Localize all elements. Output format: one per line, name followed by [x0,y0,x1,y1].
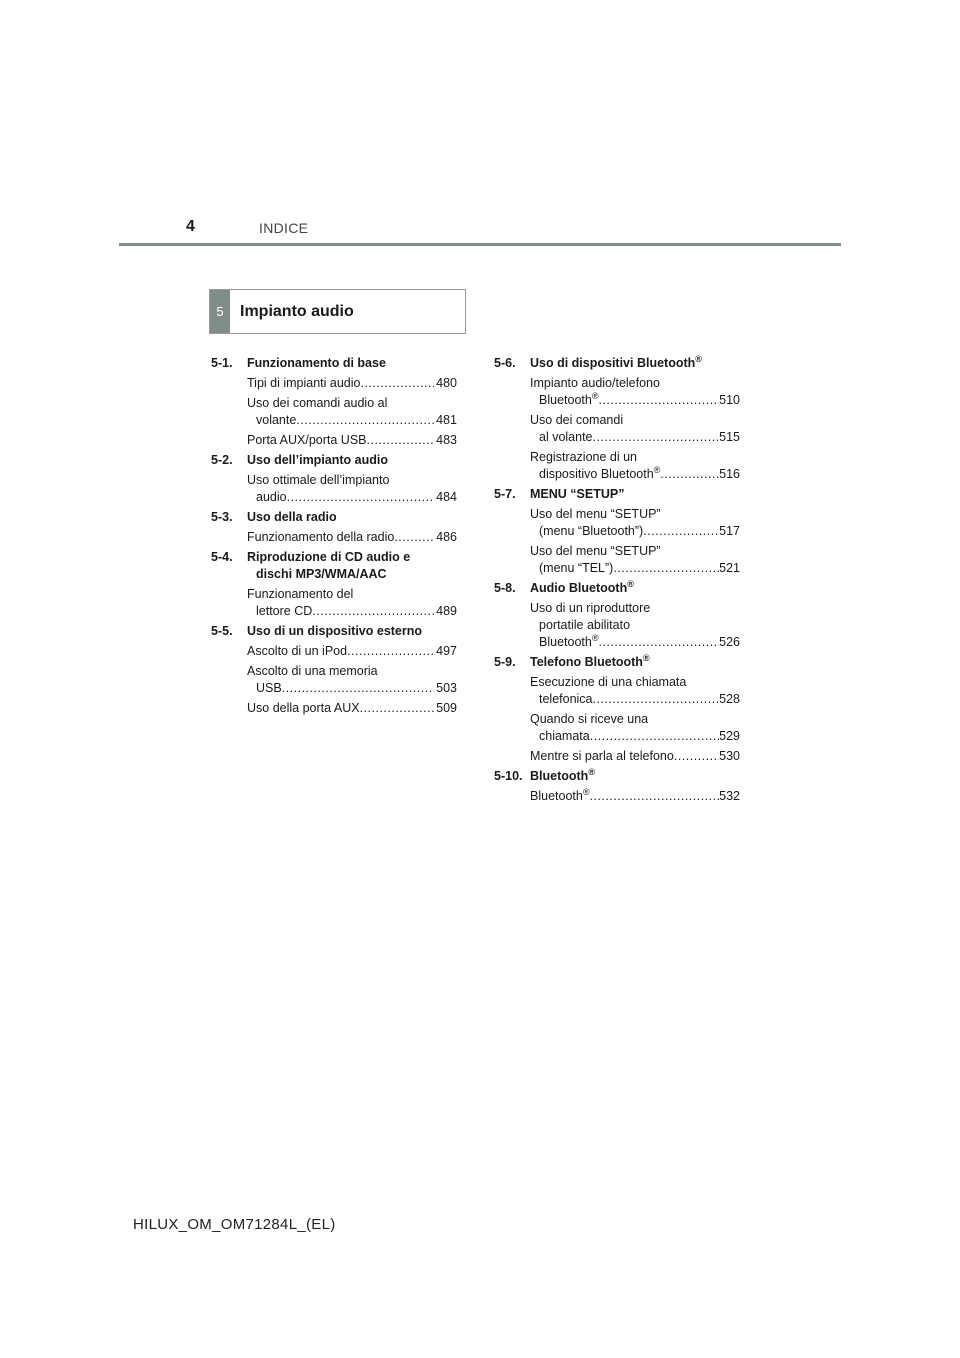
dot-leader [598,634,719,651]
section-title: Uso della radio [247,510,337,524]
toc-entry[interactable] [530,748,740,765]
toc-entry-text: Uso di un riproduttore [530,601,651,615]
toc-page-number: 521 [719,561,740,575]
toc-entry[interactable] [247,529,457,546]
section-number: 5-6. [494,356,516,370]
dot-leader [394,529,434,546]
toc-entry-line [530,674,740,691]
section-number: 5-2. [211,453,233,467]
section-title: Uso di un dispositivo esterno [247,624,423,638]
toc-column-right [494,352,740,808]
toc-page-number: 497 [436,644,457,658]
toc-section-heading[interactable] [494,580,740,597]
section-number: 5-8. [494,581,516,595]
toc-entry-text: Uso del menu “SETUP” [530,507,661,521]
chapter-heading [209,289,466,334]
toc-entry-line [530,412,740,429]
toc-entry-line [247,472,457,489]
dot-leader [660,466,719,483]
toc-page-number: 529 [719,729,740,743]
toc-section-heading[interactable] [211,623,457,640]
toc-entry-text: Bluetooth® [539,390,599,407]
toc-page-number: 509 [436,701,457,715]
toc-entry-text: Funzionamento del [247,587,354,601]
dot-leader [367,432,435,449]
toc-entry-line [247,680,457,697]
toc-entry-line [530,748,740,765]
chapter-number: 5 [210,290,230,333]
section-number: 5-1. [211,356,233,370]
dot-leader [590,728,719,745]
toc-entry-line [247,529,457,546]
dot-leader [643,523,719,540]
toc-entry-text: Porta AUX/porta USB [247,433,367,447]
toc-page-number: 480 [436,376,457,390]
toc-page-number: 486 [436,530,457,544]
toc-entry-text: (menu “Bluetooth”) [539,524,644,538]
section-title: Telefono Bluetooth® [530,652,650,669]
toc-entry-line [247,432,457,449]
toc-entry-line [247,643,457,660]
toc-entry-line [530,560,740,577]
toc-entry-text: Tipi di impianti audio [247,376,361,390]
toc-page-number: 516 [719,467,740,481]
toc-page-number: 517 [719,524,740,538]
toc-entry-line [530,543,740,560]
toc-entry-text: Bluetooth® [530,786,590,803]
toc-entry[interactable] [247,643,457,660]
toc-entry-line [247,375,457,392]
toc-entry-line [530,429,740,446]
toc-entry[interactable] [247,395,457,429]
section-title: Uso dell’impianto audio [247,453,388,467]
toc-page-number: 532 [719,789,740,803]
toc-entry-line [530,600,740,617]
toc-section-heading[interactable] [211,452,457,469]
toc-entry-text: Uso dei comandi [530,413,624,427]
toc-entry-line [530,506,740,523]
toc-entry-line [530,375,740,392]
toc-entry-text: lettore CD [256,604,313,618]
toc-entry-line [530,523,740,540]
toc-entry-text: Impianto audio/telefono [530,376,660,390]
section-title: MENU “SETUP” [530,487,625,501]
section-title: Uso di dispositivi Bluetooth® [530,353,702,370]
toc-entry-text: Uso della porta AUX [247,701,360,715]
toc-entry[interactable] [530,506,740,540]
toc-page-number: 489 [436,604,457,618]
toc-entry[interactable] [247,663,457,697]
toc-entry-text: Ascolto di una memoria [247,664,378,678]
section-title: Audio Bluetooth® [530,578,634,595]
toc-entry[interactable] [530,375,740,409]
toc-section-heading[interactable] [494,486,740,503]
toc-entry-line [247,586,457,603]
toc-section-heading[interactable] [494,768,740,785]
toc-entry-line [530,449,740,466]
toc-entry[interactable] [247,432,457,449]
header-title: INDICE [259,220,309,236]
toc-page-number: 484 [436,490,457,504]
toc-entry-line [247,412,457,429]
section-number: 5-7. [494,487,516,501]
toc-section-heading[interactable] [211,509,457,526]
section-number: 5-10. [494,769,523,783]
toc-page-number: 483 [436,433,457,447]
toc-entry-text: Quando si riceve una [530,712,649,726]
header-rule [119,243,841,246]
dot-leader [593,691,720,708]
toc-entry-line [247,700,457,717]
toc-entry-line [530,466,740,483]
toc-page-number: 510 [719,393,740,407]
toc-entry-text: portatile abilitato [539,618,631,632]
toc-section-heading[interactable] [494,355,740,372]
dot-leader [613,560,719,577]
toc-section-heading[interactable] [494,654,740,671]
toc-entry[interactable] [530,674,740,708]
toc-page-number: 515 [719,430,740,444]
toc-entry-line [247,395,457,412]
page-number: 4 [186,218,195,235]
dot-leader [312,603,434,620]
toc-entry-text: Uso del menu “SETUP” [530,544,661,558]
dot-leader [593,429,720,446]
document-code: HILUX_OM_OM71284L_(EL) [133,1216,336,1233]
toc-page-number: 503 [436,681,457,695]
dot-leader [589,788,719,805]
toc-entry-text: Mentre si parla al telefono [530,749,674,763]
toc-section-heading[interactable] [211,549,457,583]
toc-entry-line [530,634,740,651]
toc-entry[interactable] [530,711,740,745]
section-number: 5-4. [211,550,233,564]
toc-entry-line [530,728,740,745]
toc-entry[interactable] [530,449,740,483]
dot-leader [347,643,434,660]
toc-entry-text: telefonica [539,692,593,706]
toc-entry[interactable] [247,375,457,392]
dot-leader [282,680,434,697]
chapter-title: Impianto audio [240,302,354,320]
toc-entry-text: Esecuzione di una chiamata [530,675,687,689]
toc-entry[interactable] [247,700,457,717]
toc-entry-text: volante [256,413,297,427]
section-title: Riproduzione di CD audio e dischi MP3/WMA/AAC [247,550,411,581]
toc-page-number: 528 [719,692,740,706]
section-title: Funzionamento di base [247,356,386,370]
section-title-continued: dischi MP3/WMA/AAC [256,567,387,581]
toc-page-number: 481 [436,413,457,427]
toc-entry-text: dispositivo Bluetooth® [539,464,661,481]
toc-entry-text: al volante [539,430,593,444]
toc-entry-line [247,489,457,506]
toc-entry-line [530,788,740,805]
toc-entry-text: Registrazione di un [530,450,638,464]
toc-entry-text: Uso ottimale dell’impianto [247,473,390,487]
dot-leader [287,489,435,506]
toc-entry-line [530,711,740,728]
toc-entry-text: Bluetooth® [539,632,599,649]
toc-entry-text: audio [256,490,287,504]
toc-entry[interactable] [530,412,740,446]
toc-entry-line [530,392,740,409]
toc-entry-text: USB [256,681,282,695]
section-number: 5-3. [211,510,233,524]
toc-entry-line [530,617,740,634]
dot-leader [674,748,719,765]
toc-entry[interactable] [247,472,457,506]
toc-column-left [211,352,457,720]
dot-leader [598,392,719,409]
dot-leader [360,375,434,392]
toc-entry-text: Funzionamento della radio [247,530,395,544]
dot-leader [296,412,434,429]
toc-entry[interactable] [530,788,740,805]
section-number: 5-9. [494,655,516,669]
toc-entry-text: chiamata [539,729,590,743]
toc-entry-text: Uso dei comandi audio al [247,396,388,410]
toc-entry-text: Ascolto di un iPod [247,644,348,658]
toc-section-heading[interactable] [211,355,457,372]
toc-page-number: 526 [719,635,740,649]
dot-leader [360,700,435,717]
toc-entry-text: (menu “TEL”) [539,561,614,575]
toc-entry-line [530,691,740,708]
toc-entry-line [247,603,457,620]
section-number: 5-5. [211,624,233,638]
toc-entry[interactable] [530,543,740,577]
toc-page-number: 530 [719,749,740,763]
toc-entry-line [247,663,457,680]
toc-entry[interactable] [530,600,740,651]
toc-entry[interactable] [247,586,457,620]
section-title: Bluetooth® [530,766,595,783]
